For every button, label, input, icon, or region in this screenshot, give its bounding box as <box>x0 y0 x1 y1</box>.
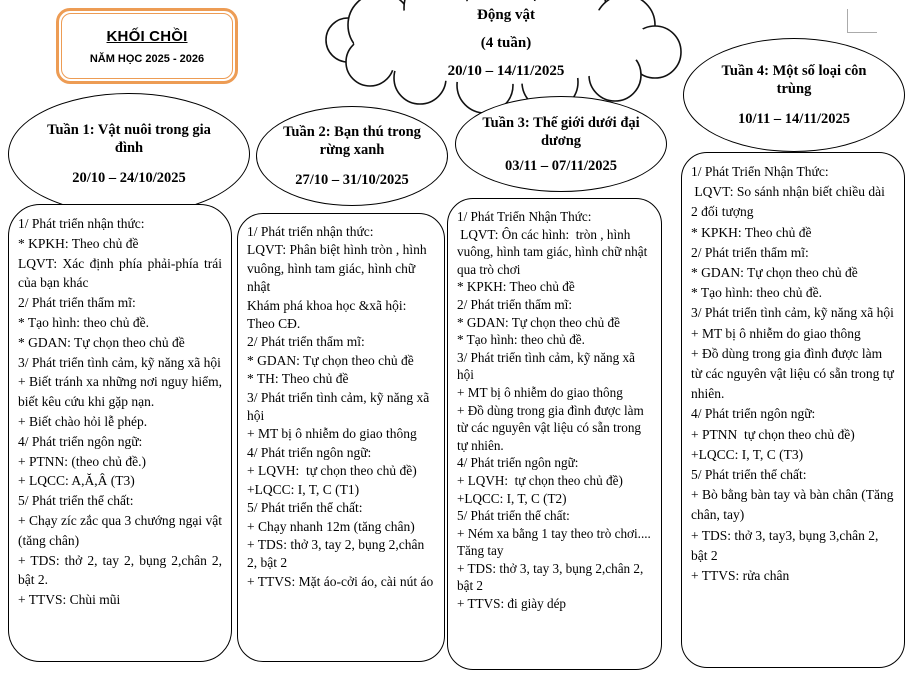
activity-line: 2/ Phát triển thẩm mĩ: <box>457 296 573 312</box>
week-1-title: Tuần 1: Vật nuôi trong gia đình <box>47 122 211 156</box>
week-3-dates: 03/11 – 07/11/2025 <box>505 157 617 174</box>
activity-line: 3/ Phát triển tình cảm, kỹ năng xã hội <box>247 389 433 424</box>
week-3-title: Tuần 3: Thế giới dưới đại dương <box>482 114 640 149</box>
week-1-dates: 20/10 – 24/10/2025 <box>72 170 186 186</box>
activity-line: Khám phá khoa học &xã hội: Theo CĐ. <box>247 297 410 332</box>
activity-line: + PTNN: (theo chủ đề.) <box>18 453 146 469</box>
activity-line: + Đồ dùng trong gia đình được làm từ các nguyên vật liệu có sẵn trong tự nhiên. <box>457 402 648 453</box>
activity-line: + Chạy nhanh 12m (tăng chân) <box>247 518 415 534</box>
activity-line: 1/ Phát triển nhận thức: <box>247 224 374 239</box>
week-1-oval <box>8 93 250 215</box>
school-block-inner <box>61 13 233 79</box>
activity-line: + TTVS: đi giày dép <box>457 596 567 612</box>
activity-line: 4/ Phát triển ngôn ngữ: <box>18 433 143 449</box>
activity-line: 2/ Phát triển thẩm mĩ: <box>691 244 809 260</box>
activity-line: 5/ Phát triển thể chất: <box>457 508 570 524</box>
activity-line: LQVT: Phân biệt hình tròn , hình vuông, hình tam giác, hình chữ nhật <box>247 242 431 295</box>
school-block-title: KHỐI CHỒI <box>106 27 188 45</box>
activity-line: +LQCC: I, T, C (T3) <box>691 446 804 462</box>
activity-line: 4/ Phát triển ngôn ngữ: <box>691 406 816 422</box>
activity-line: + TTVS: rửa chân <box>691 568 790 584</box>
activity-line: 4/ Phát triển ngôn ngữ: <box>247 444 372 460</box>
activity-line: LQVT: Xác định phía phải-phía trái của bạn khác <box>18 255 226 291</box>
activity-line: + TTVS: Chùi mũi <box>18 592 121 608</box>
activity-line: + MT bị ô nhiễm do giao thông <box>247 426 417 442</box>
activity-line: * GDAN: Tự chọn theo chủ đề <box>18 334 185 350</box>
activity-line: 1/ Phát Triển Nhận Thức: <box>691 164 829 179</box>
week-2-activities-box <box>237 213 445 662</box>
activity-line: + Ném xa bằng 1 tay theo trò chơi.... Tăng tay <box>457 525 654 559</box>
week-2-title: Tuần 2: Bạn thú trong rừng xanh <box>283 124 421 158</box>
school-block <box>56 8 238 84</box>
theme-cloud-text <box>330 6 682 90</box>
activity-line: 1/ Phát Triển Nhận Thức: <box>457 209 592 224</box>
week-4-title: Tuần 4: Một số loại côn trùng <box>721 63 867 97</box>
theme-duration: (4 tuần) <box>480 35 532 51</box>
activity-line: + LQCC: A,Ă,Â (T3) <box>18 473 135 489</box>
activity-line: + Biết tránh xa những nơi nguy hiểm, biết kêu cứu khi gặp nạn. <box>18 374 226 410</box>
week-1-activities-box <box>8 204 232 662</box>
week-2-dates: 27/10 – 31/10/2025 <box>295 172 409 188</box>
activity-line: +LQCC: I, T, C (T1) <box>247 481 360 497</box>
activity-line: 3/ Phát triển tình cảm, kỹ năng xã hội <box>457 349 639 383</box>
activity-line: + MT bị ô nhiễm do giao thông <box>457 384 623 400</box>
activity-line: + TDS: thở 3, tay3, bụng 3,chân 2, bật 2 <box>691 527 882 563</box>
activity-line: 2/ Phát triển thẩm mĩ: <box>18 295 136 311</box>
activity-line: + TDS: thở 3, tay 2, bụng 2,chân 2, bật 2 <box>247 536 428 571</box>
activity-line: 1/ Phát triển nhận thức: <box>18 216 145 231</box>
activity-line: + TTVS: Mặt áo-cởi áo, cài nút áo <box>247 573 434 589</box>
activity-line: + PTNN tự chọn theo chủ đề) <box>691 426 855 442</box>
activity-line: LQVT: Ôn các hình: tròn , hình vuông, hình tam giác, hình chữ nhật qua trò chơi <box>457 226 651 277</box>
corner-mark <box>847 9 877 33</box>
activity-line: 5/ Phát triển thể chất: <box>247 500 363 516</box>
activity-line: + TDS: thở 2, tay 2, bụng 2,chân 2, bật 2. <box>18 552 226 588</box>
activity-line: + Đồ dùng trong gia đình được làm từ các nguyên vật liệu có sẵn trong tự nhiên. <box>691 345 898 402</box>
activity-line: * KPKH: Theo chủ đề <box>457 279 575 295</box>
week-4-activities-box <box>681 152 905 668</box>
activity-line: * Tạo hình: theo chủ đề. <box>457 332 585 348</box>
activity-line: + LQVH: tự chọn theo chủ đề) <box>457 472 623 488</box>
activity-line: + Bò bằng bàn tay và bàn chân (Tăng chân, tay) <box>691 487 897 523</box>
activity-line: * GDAN: Tự chọn theo chủ đề <box>247 352 414 368</box>
activity-line: * Tạo hình: theo chủ đề. <box>18 314 149 330</box>
activity-line: LQVT: So sánh nhận biết chiều dài 2 đối tượng <box>691 184 889 220</box>
activity-line: 3/ Phát triển tình cảm, kỹ năng xã hội <box>691 305 894 321</box>
activity-line: 2/ Phát triển thẩm mĩ: <box>247 334 365 350</box>
activity-line: 5/ Phát triển thể chất: <box>18 493 134 509</box>
week-4-dates: 10/11 – 14/11/2025 <box>738 111 850 127</box>
activity-line: + Chạy zíc zắc qua 3 chướng ngại vật (tăng chân) <box>18 512 226 548</box>
activity-line: +LQCC: I, T, C (T2) <box>457 490 567 506</box>
activity-line: * KPKH: Theo chủ đề <box>18 235 139 251</box>
activity-line: + TDS: thở 3, tay 3, bụng 2,chân 2, bật 2 <box>457 560 647 594</box>
activity-line: * KPKH: Theo chủ đề <box>691 224 812 240</box>
activity-line: + LQVH: tự chọn theo chủ đề) <box>247 463 417 479</box>
activity-line: + Biết chào hỏi lễ phép. <box>18 413 148 429</box>
school-year-subtitle: NĂM HỌC 2025 - 2026 <box>89 52 205 65</box>
activity-line: * GDAN: Tự chọn theo chủ đề <box>691 265 858 281</box>
theme-title: Động vật <box>477 7 535 23</box>
theme-dates: 20/10 – 14/11/2025 <box>447 63 565 79</box>
activity-line: 3/ Phát triển tình cảm, kỹ năng xã hội <box>18 354 221 370</box>
week-3-activities-box <box>447 198 662 670</box>
activity-line: * TH: Theo chủ đề <box>247 371 349 387</box>
week-4-oval <box>683 38 905 152</box>
week-3-oval <box>455 96 667 192</box>
activity-line: * GDAN: Tự chọn theo chủ đề <box>457 314 620 330</box>
activity-line: 5/ Phát triển thể chất: <box>691 467 807 483</box>
activity-line: 4/ Phát triển ngôn ngữ: <box>457 455 579 471</box>
activity-line: * Tạo hình: theo chủ đề. <box>691 285 822 301</box>
week-2-oval <box>256 106 448 206</box>
activity-line: + MT bị ô nhiễm do giao thông <box>691 325 861 341</box>
